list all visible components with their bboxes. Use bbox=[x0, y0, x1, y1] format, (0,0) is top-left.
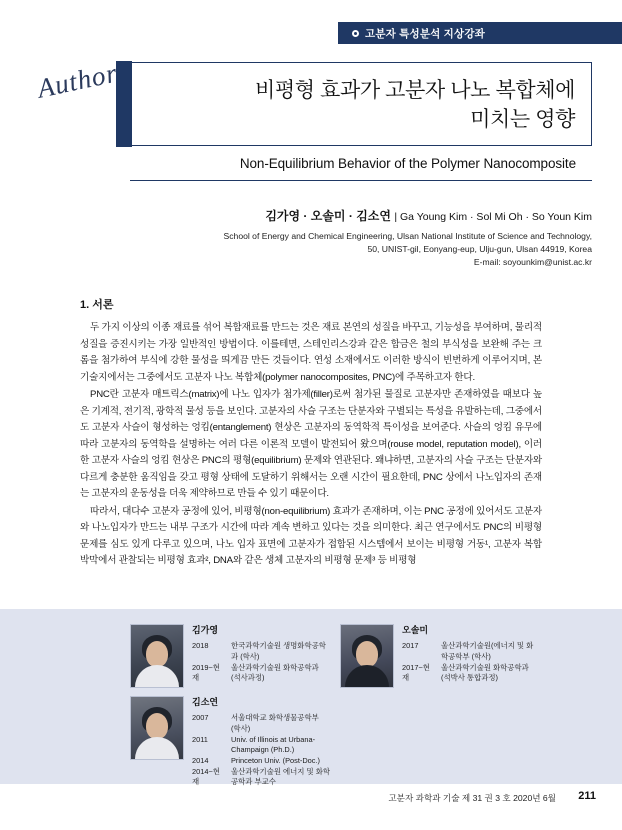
author-email: E-mail: soyounkim@unist.ac.kr bbox=[473, 256, 592, 267]
footer-journal-info: 고분자 과학과 기술 제 31 권 3 호 2020년 6월 bbox=[388, 793, 556, 803]
title-english: Non-Equilibrium Behavior of the Polymer Nanocomposite bbox=[239, 155, 576, 171]
bio-year: 2014~현재 bbox=[192, 766, 220, 787]
author-profile-2 bbox=[340, 624, 540, 688]
page-footer bbox=[0, 790, 622, 810]
bio-desc: 울산과학기술원 화학공학과 (석박사 통합과정) bbox=[441, 662, 529, 683]
photo-body-shape bbox=[345, 665, 389, 687]
section-heading: 1. 서론 bbox=[80, 299, 114, 311]
body-text bbox=[80, 320, 542, 571]
author-names-english: | Ga Young Kim · Sol Mi Oh · So Youn Kim bbox=[394, 211, 592, 223]
title-english-wrap bbox=[130, 146, 592, 181]
photo-face-shape bbox=[146, 641, 168, 667]
author-name-1: 김가영 bbox=[192, 625, 219, 635]
paragraph-3: 따라서, 대다수 고분자 공정에 있어, 비평형(non-equilibrium) 효과가 존재하며, 이는 PNC 공정에 있어서도 고분자와 나노입자가 만드는 내부 구조가 시간에 따라 계속 변하고 있다는 것을 의미한다. 최근 연구에서도 PNC의 비평형 문제를 심도 있게 다루고 있으며, 나노 입자 표면에 고분자가 접합된 시스템에서 보이는 비평형 거동¹, 고분자 복합 박막에서 관찰되는 비평형 효과², DNA와 같은 생체 고분자의 비평형 문제³ 등 비평형 bbox=[80, 505, 542, 566]
bio-row bbox=[192, 756, 330, 767]
author-name-3: 김소연 bbox=[192, 697, 219, 707]
bio-desc: 울산과학기술원(에너지 및 화학공학부 (학사) bbox=[441, 641, 534, 661]
footer-page-number: 211 bbox=[578, 790, 596, 802]
header-band bbox=[338, 22, 622, 44]
photo-body-shape bbox=[135, 737, 179, 759]
title-flag-decoration bbox=[116, 61, 132, 146]
bio-row bbox=[192, 767, 330, 788]
author-photo-2 bbox=[340, 624, 394, 688]
photo-body-shape bbox=[135, 665, 179, 687]
bio-desc: Princeton Univ. (Post-Doc.) bbox=[231, 755, 320, 765]
author-bio-2 bbox=[402, 624, 540, 688]
bio-desc: Univ. of Illinois at Urbana-Champaign (Ph.D.) bbox=[231, 734, 316, 755]
bio-year: 2014 bbox=[192, 755, 209, 765]
author-names bbox=[130, 207, 592, 224]
bio-desc: 한국과학기술원 생명화학공학과 (학사) bbox=[231, 641, 326, 661]
author-name-2: 오솔미 bbox=[402, 625, 429, 635]
author-profile-3 bbox=[130, 696, 330, 788]
affiliation-line-1: School of Energy and Chemical Engineering, Ulsan National Institute of Science and Technology, bbox=[223, 231, 592, 241]
author-photo-1 bbox=[130, 624, 184, 688]
bio-year: 2018 bbox=[192, 641, 209, 651]
bullet-dot-icon bbox=[352, 30, 359, 37]
bio-row bbox=[192, 663, 330, 684]
author-profile-1 bbox=[130, 624, 330, 688]
author-names-korean: 김가영 · 오솔미 · 김소연 bbox=[265, 209, 391, 223]
bio-row bbox=[192, 641, 330, 662]
bio-desc: 서울대학교 화학생물공학부 (학사) bbox=[231, 713, 319, 733]
author-watermark: Author bbox=[34, 57, 121, 104]
author-photo-3 bbox=[130, 696, 184, 760]
paragraph-1: 두 가지 이상의 이종 재료를 섞어 복합재료를 만드는 것은 재료 본연의 성질을 바꾸고, 기능성을 부여하며, 물리적 성질을 증진시키는 가장 일반적인 방법이다. 이를테면, 스테인리스강과 같은 합금은 철의 부식성을 보완해 주는 크롬을 첨가하여 부식에 강한 물성을 띄게끔 만든 것들이다. 연성 소재에서도 이러한 방식이 빈번하게 이루어지며, 본 기술지에서는 그중에서도 고분자 나노 복합체(polymer nanocomposites, PNC)에 주목하고자 한다. bbox=[80, 322, 542, 383]
bio-desc: 울산과학기술원 에너지 및 화학공학과 부교수 bbox=[231, 766, 330, 787]
bio-row bbox=[192, 735, 330, 756]
bio-year: 2017 bbox=[402, 641, 419, 651]
title-korean-line2: 미치는 영향 bbox=[470, 107, 575, 131]
bio-year: 2017~현재 bbox=[402, 662, 430, 683]
title-korean-line1: 비평형 효과가 고분자 나노 복합체에 bbox=[254, 79, 575, 102]
author-bio-3 bbox=[192, 696, 330, 788]
bio-row bbox=[402, 641, 540, 662]
bio-year: 2007 bbox=[192, 713, 209, 723]
title-box bbox=[130, 62, 592, 146]
bio-year: 2011 bbox=[192, 734, 208, 744]
bio-row bbox=[192, 713, 330, 734]
bio-desc: 울산과학기술원 화학공학과 (석사과정) bbox=[231, 662, 319, 683]
title-block bbox=[130, 62, 592, 181]
bio-row bbox=[402, 663, 540, 684]
affiliation-line-2: 50, UNIST-gil, Eonyang-eup, Ulju-gun, Ulsan 44919, Korea bbox=[367, 243, 592, 254]
bio-year: 2019~현재 bbox=[192, 662, 220, 683]
author-bio-1 bbox=[192, 624, 330, 688]
author-info bbox=[130, 207, 592, 269]
photo-face-shape bbox=[356, 641, 378, 667]
header-band-label: 고분자 특성분석 지상강좌 bbox=[365, 27, 486, 40]
paragraph-2: PNC란 고분자 매트릭스(matrix)에 나노 입자가 첨가제(filler)로써 첨가된 물질로 고분자만 존재하였을 때보다 높은 기계적, 전기적, 광학적 물성 등을 보인다. 고분자의 사슬 구조는 단분자와 구별되는 특성을 유발하는데, 그중에서도 고분자 사슬이 형성하는 엉킴(entanglement) 현상은 고분자의 동역학적 특이성을 보여준다. 사슬의 엉킴 유무에 따라 고분자의 동역학을 설명하는 여러 다른 이론적 모델이 발전되어 왔으며(rouse model, reputation model), 이러한 고분자 사슬의 엉킴 현상은 PNC의 평형(equilibrium) 문제와 연관된다. 왜냐하면, 고분자의 사슬 구조는 단분자와 다르게 충분한 움직임을 갖고 평형 상태에 도달하기 위해서는 오랜 시간이 필요한데, PNC 상에서 나노입자의 존재는 고분자의 운동성을 더욱 제약하므로 만들 수 있기 때문이다. bbox=[80, 389, 542, 499]
photo-face-shape bbox=[146, 713, 168, 739]
